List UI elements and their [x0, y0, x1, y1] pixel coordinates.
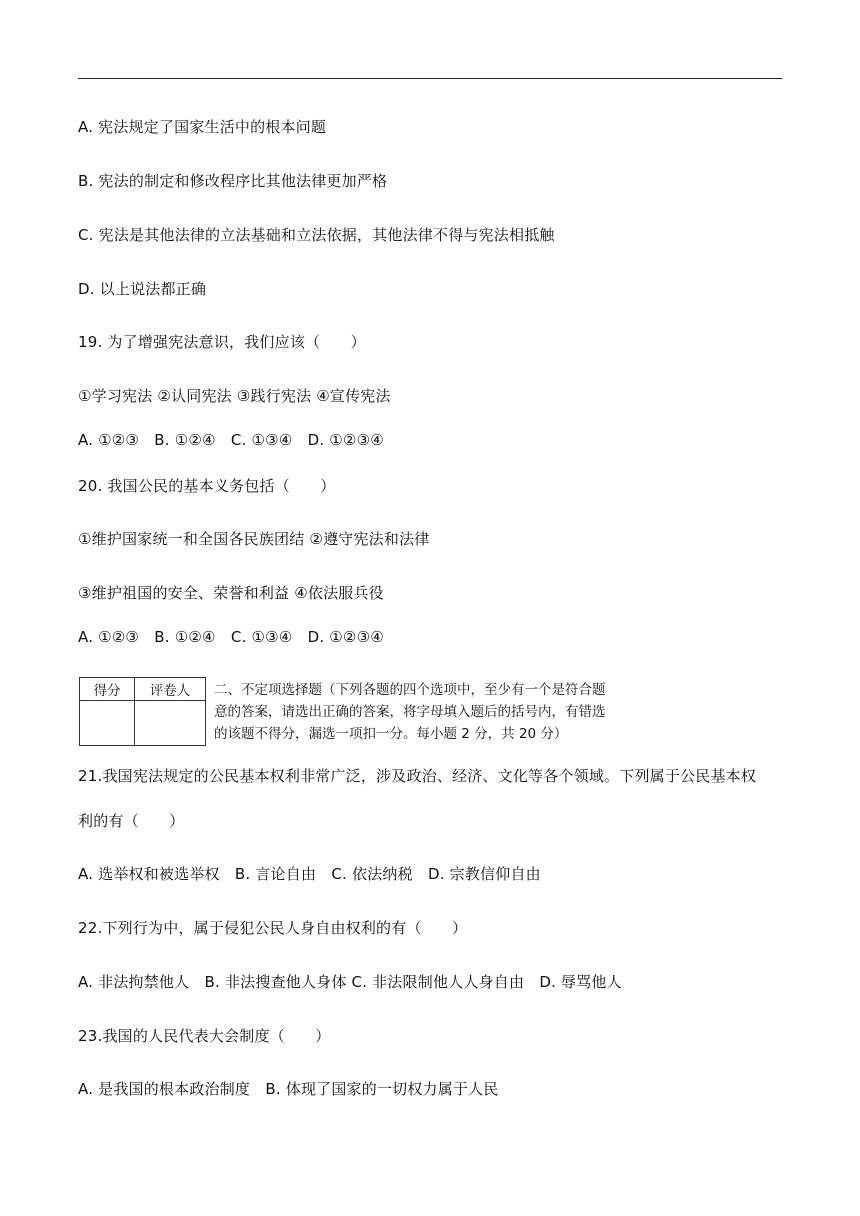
section-2-instructions [214, 679, 674, 745]
q22-options: A. 非法拘禁他人 B. 非法搜查他人身体 C. 非法限制他人人身自由 D. 辱骂他人 [78, 973, 622, 991]
score-cell [80, 701, 135, 746]
q18-option-c: C. 宪法是其他法律的立法基础和立法依据，其他法律不得与宪法相抵触 [78, 226, 555, 244]
q21-options: A. 选举权和被选举权 B. 言论自由 C. 依法纳税 D. 宗教信仰自由 [78, 865, 541, 883]
q19-items: ①学习宪法 ②认同宪法 ③践行宪法 ④宣传宪法 [78, 387, 391, 405]
q23-options: A. 是我国的根本政治制度 B. 体现了国家的一切权力属于人民 [78, 1080, 499, 1098]
section-2-line-2: 意的答案，请选出正确的答案，将字母填入题后的括号内，有错选 [214, 704, 606, 720]
q18-option-d: D. 以上说法都正确 [78, 280, 207, 298]
q19-stem: 19. 为了增强宪法意识，我们应该（ ） [78, 333, 366, 351]
q20-items-2: ③维护祖国的安全、荣誉和利益 ④依法服兵役 [78, 584, 384, 602]
q18-option-b: B. 宪法的制定和修改程序比其他法律更加严格 [78, 172, 388, 190]
q20-stem: 20. 我国公民的基本义务包括（ ） [78, 477, 336, 495]
section-2-line-3: 的该题不得分，漏选一项扣一分。每小题 2 分，共 20 分） [214, 726, 568, 742]
q22-stem: 22.下列行为中，属于侵犯公民人身自由权利的有（ ） [78, 919, 468, 937]
score-box [79, 677, 206, 746]
section-2-line-1: 二、不定项选择题（下列各题的四个选项中，至少有一个是符合题 [214, 682, 606, 698]
score-label: 得分 [80, 678, 135, 701]
header-rule [78, 78, 782, 79]
q20-options: A. ①②③ B. ①②④ C. ①③④ D. ①②③④ [78, 628, 384, 646]
q21-stem-2: 利的有（ ） [78, 812, 185, 830]
q21-stem-1: 21.我国宪法规定的公民基本权利非常广泛，涉及政治、经济、文化等各个领域。下列属于公民基本权 [78, 767, 757, 785]
q23-stem: 23.我国的人民代表大会制度（ ） [78, 1027, 331, 1045]
q20-items-1: ①维护国家统一和全国各民族团结 ②遵守宪法和法律 [78, 530, 430, 548]
q19-options: A. ①②③ B. ①②④ C. ①③④ D. ①②③④ [78, 431, 384, 449]
grader-label: 评卷人 [135, 678, 206, 701]
q18-option-a: A. 宪法规定了国家生活中的根本问题 [78, 118, 327, 136]
grader-cell [135, 701, 206, 746]
